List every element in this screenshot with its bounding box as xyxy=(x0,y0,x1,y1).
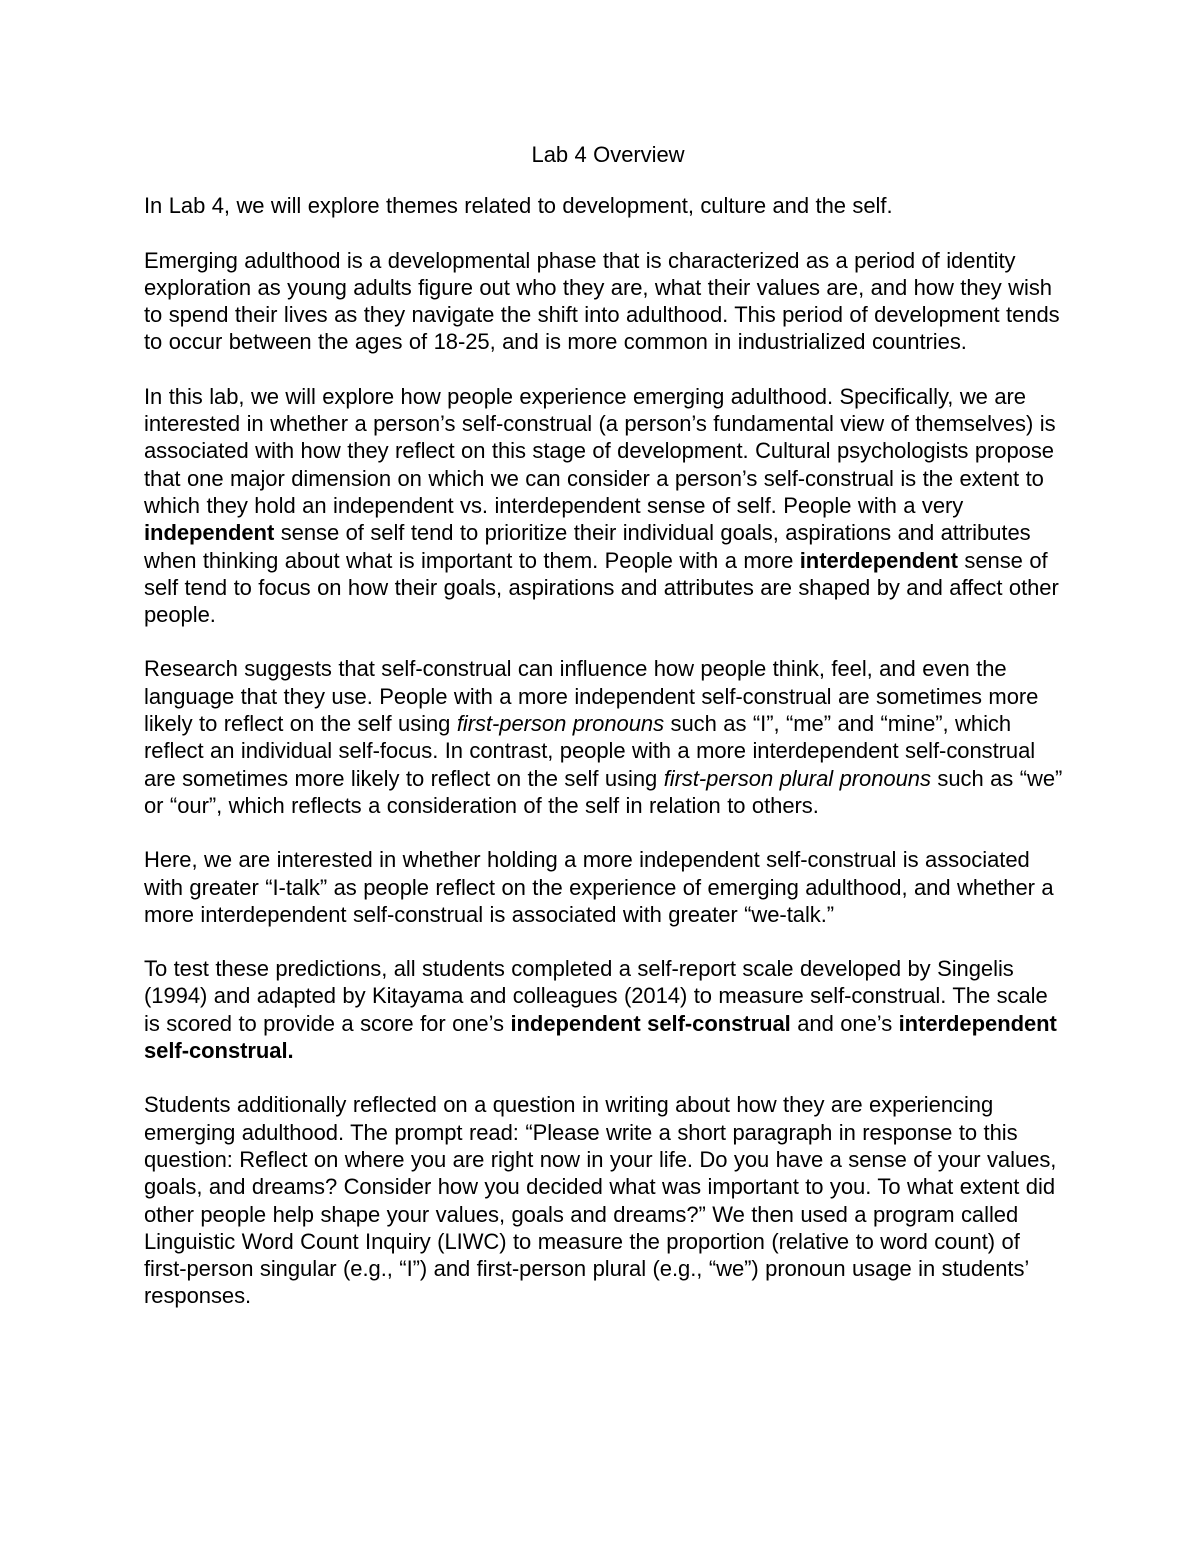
paragraph-method-scale xyxy=(144,955,1064,1064)
italic-first-person-plural-pronouns: first-person plural pronouns xyxy=(663,765,931,791)
text-run: sense of self tend to focus on how their goals, aspirations and attributes are shaped by and affect other people. xyxy=(144,547,1059,628)
text-run: In this lab, we will explore how people experience emerging adulthood. Specifically, we are interested in whether a person’s self-construal (a person’s fundamental view of themselves) is associated with how they reflect on this stage of development. Cultural psychologists propose that one major dimension on which we can consider a person’s self-construal is the extent to which they hold an independent vs. interdependent sense of self. People with a very xyxy=(144,383,1056,518)
text-run: and one’s xyxy=(790,1010,899,1036)
document-body xyxy=(144,141,1064,1337)
text-run: such as “I”, “me” and “mine”, which reflect an individual self-focus. In contrast, people with a more interdependent self-construal are sometimes more likely to reflect on the self using xyxy=(144,711,1036,791)
paragraph-hypothesis: Here, we are interested in whether holding a more independent self-construal is associated with greater “I-talk” as people reflect on the experience of emerging adulthood, and whether a more interdependent self-construal is associated with greater “we-talk.” xyxy=(144,847,1054,927)
bold-interdependent: interdependent xyxy=(799,547,958,573)
bold-independent-self-construal: independent self-construal xyxy=(510,1010,791,1036)
paragraph-emerging-adulthood: Emerging adulthood is a developmental phase that is characterized as a period of identity exploration as young adults figure out who they are, what their values are, and how they wish to spend their lives as they navigate the shift into adulthood. This period of development tends to occur between the ages of 18-25, and is more common in industrialized countries. xyxy=(144,247,1060,355)
text-run: sense of self tend to prioritize their individual goals, aspirations and attributes when thinking about what is important to them. People with a more xyxy=(144,520,1031,573)
bold-independent: independent xyxy=(144,520,275,546)
paragraph-self-construal xyxy=(144,383,1064,629)
bold-interdependent-self-construal: interdependent self-construal. xyxy=(144,1010,1057,1064)
paragraph-research xyxy=(144,655,1064,819)
text-run: such as “we” or “our”, which reflects a consideration of the self in relation to others. xyxy=(144,765,1063,818)
paragraph-method-writing: Students additionally reflected on a question in writing about how they are experiencing emerging adulthood. The prompt read: “Please write a short paragraph in response to this question: Reflect on where you are right now in your life. Do you have a sense of your values, goals, and dreams? Consider how you decided what was important to you. To what extent did other people help shape your values, goals and dreams?” We then used a program called Linguistic Word Count Inquiry (LIWC) to measure the proportion (relative to word count) of first-person singular (e.g., “I”) and first-person plural (e.g., “we”) pronoun usage in students’ responses. xyxy=(144,1092,1057,1309)
text-run: To test these predictions, all students completed a self-report scale developed by Singelis (1994) and adapted by Kitayama and colleagues (2014) to measure self-construal. The scale is scored to provide a score for one’s xyxy=(144,956,1048,1036)
paragraph-intro: In Lab 4, we will explore themes related to development, culture and the self. xyxy=(144,193,893,219)
italic-first-person-pronouns: first-person pronouns xyxy=(456,711,665,737)
page-title: Lab 4 Overview xyxy=(531,142,685,167)
text-run: Research suggests that self-construal can influence how people think, feel, and even the language that they use. People with a more independent self-construal are sometimes more likely to reflect on the self using xyxy=(144,656,1039,737)
